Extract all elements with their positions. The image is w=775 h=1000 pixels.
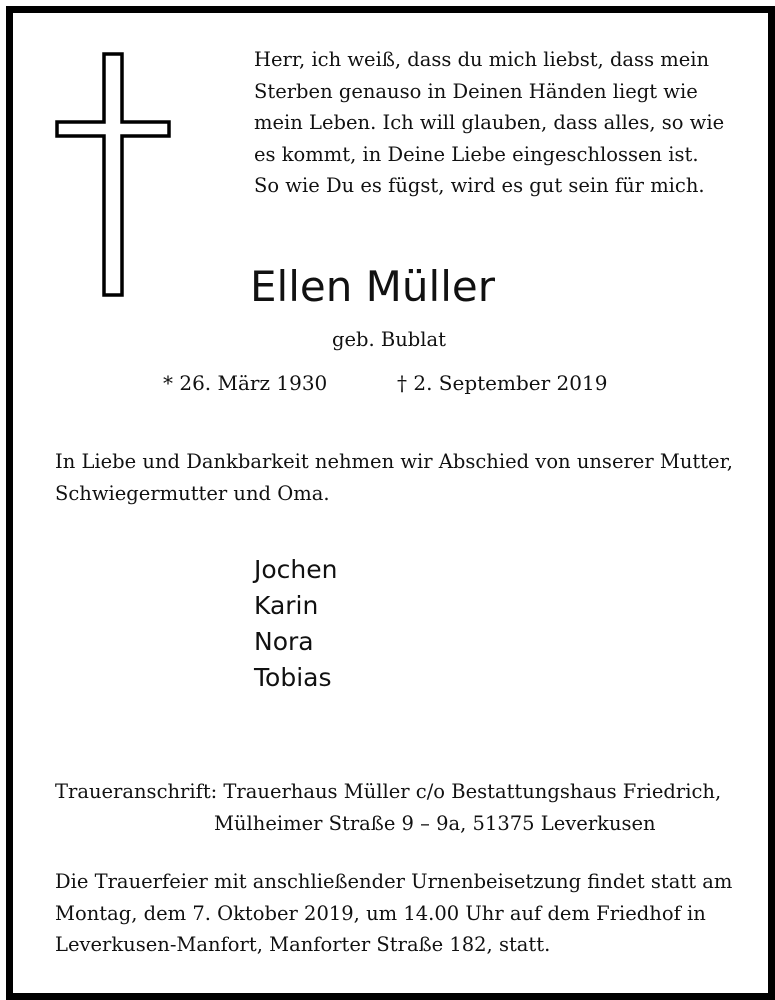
quote-line: mein Leben. Ich will glauben, dass alles, so wie — [254, 111, 725, 134]
ceremony-line: Leverkusen-Manfort, Manforter Straße 182, statt. — [55, 933, 551, 956]
family-names — [254, 552, 337, 696]
family-member: Jochen — [254, 555, 338, 584]
cross-icon — [54, 52, 172, 297]
birth-date: * 26. März 1930 — [163, 371, 328, 395]
mourning-address — [55, 776, 721, 839]
quote-line: Sterben genauso in Deinen Händen liegt wie — [254, 79, 698, 103]
address-line: Traueranschrift: Trauerhaus Müller c/o Bestattungshaus Friedrich, — [55, 780, 722, 803]
ceremony-line: Die Trauerfeier mit anschließender Urnenbeisetzung findet statt am — [55, 870, 733, 893]
quote-line: es kommt, in Deine Liebe eingeschlossen ist. — [254, 142, 699, 166]
family-member: Karin — [254, 591, 319, 620]
family-member: Tobias — [254, 663, 332, 692]
quote-line: So wie Du es fügst, wird es gut sein für mich. — [254, 174, 705, 197]
family-member: Nora — [254, 627, 314, 656]
ceremony-text — [55, 866, 745, 961]
quote-line: Herr, ich weiß, dass du mich liebst, dass mein — [254, 48, 710, 71]
farewell-line: In Liebe und Dankbarkeit nehmen wir Abschied von unserer Mutter, — [55, 450, 733, 473]
address-line: Mülheimer Straße 9 – 9a, 51375 Leverkusen — [214, 811, 656, 835]
ceremony-line: Montag, dem 7. Oktober 2019, um 14.00 Uhr auf dem Friedhof in — [55, 901, 706, 925]
deceased-name: Ellen Müller — [250, 262, 495, 311]
death-date: † 2. September 2019 — [397, 371, 608, 395]
farewell-line: Schwiegermutter und Oma. — [55, 481, 330, 505]
farewell-text — [55, 446, 745, 509]
maiden-name: geb. Bublat — [332, 328, 446, 351]
quote-text — [254, 44, 724, 202]
